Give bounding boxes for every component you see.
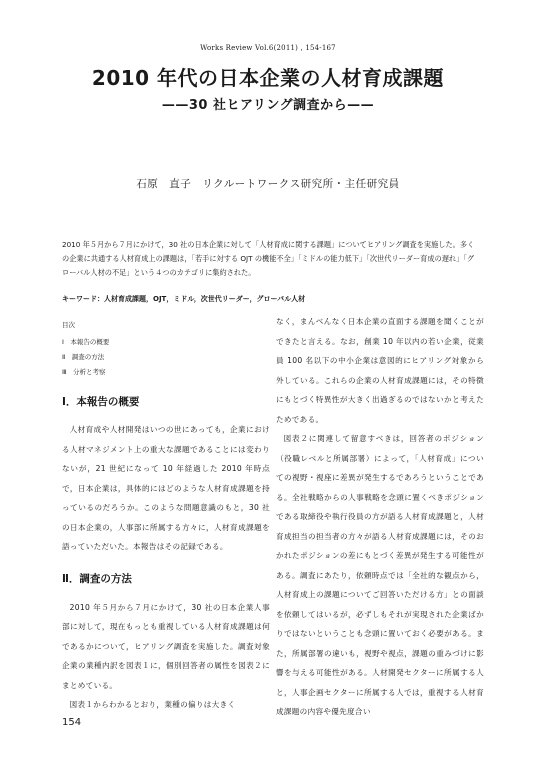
- section-paragraph: 人材育成や人材開発はいつの世にあっても，企業における人材マネジメント上の重大な課題であることには変わりないが，21 世紀になって 10 年経過した 2010 年時点で，日本企業は，具体的にはどのような人材育成課題を持っているのだろうか。このような問題意識のもと，30 社の日本企業の，人事部に所属する方々に，人材育成課題を語っていただいた。本報告はその記録である。: [62, 425, 270, 551]
- section-paragraph: 図表１からわかるとおり，業種の偏りは大きく: [69, 700, 236, 709]
- paper-subtitle: ——30 社ヒアリング調査から——: [161, 98, 375, 113]
- table-of-contents: [62, 318, 270, 380]
- keywords: キーワード：人材育成課題，OJT，ミドル，次世代リーダー，グローバル人材: [62, 295, 306, 303]
- abstract: 2010 年５月から７月にかけて，30 社の日本企業に対して「人材育成に関する課題」についてヒアリング調査を実施した。多くの企業に共通する人材育成上の課題は，「若手に対する OJT の機能不全」「ミドルの能力低下」「次世代リーダー育成の遅れ」「グローバル人材の不足」という４つのカテゴリに集約された。: [62, 240, 475, 277]
- page-number: 154: [62, 717, 82, 728]
- toc-item: Ⅰ 本報告の概要: [62, 338, 110, 346]
- author-line: 石原 直子 リクルートワークス研究所・主任研究員: [136, 178, 400, 190]
- toc-heading: 目次: [62, 321, 75, 329]
- section-heading-overview: Ⅰ．本報告の概要: [62, 396, 140, 408]
- paper-title: 2010 年代の日本企業の人材育成課題: [91, 66, 445, 90]
- section-heading-method: Ⅱ．調査の方法: [62, 572, 132, 585]
- section-paragraph: 2010 年５月から７月にかけて，30 社の日本企業人事部に対して，現在もっとも重視している人材育成課題は何であるかについて，ヒアリング調査を実施した。調査対象企業の業種内訳を図表１に，個別回答者の属性を図表２にまとめている。: [62, 602, 270, 690]
- toc-item: Ⅱ 調査の方法: [62, 353, 105, 361]
- running-header: Works Review Vol.6(2011) , 154-167: [200, 44, 336, 52]
- left-column: [62, 316, 270, 715]
- toc-item: Ⅲ 分析と考察: [62, 368, 106, 376]
- section-paragraph: 図表２に関連して留意すべきは，回答者のポジション（役職レベルと所属部署）によって，「人材育成」についての視野・視座に差異が発生するであろうということである。全社戦略からの人事戦略を念頭に置くべきポジションである取締役や執行役員の方が語る人材育成課題と，人材育成担当の担当者の方々が語る人材育成課題には，そのおかれたポジションの差にもとづく差異が発生する可能性がある。調査にあたり，依頼時点では「全社的な観点から，人材育成上の課題についてご回答いただける方」との面談を依頼してはいるが，必ずしもそれが実現された企業ばかりではないということも念頭に置いておく必要がある。また，所属部署の違いも，視野や視点，課題の重みづけに影響を与える可能性がある。人材開発セクターに所属する人と，人事企画セクターに所属する人では，重視する人材育成課題の内容や優先度合い: [276, 434, 484, 716]
- right-column: [276, 312, 484, 722]
- section-paragraph: なく，まんべんなく日本企業の直面する課題を聞くことができたと言える。なお，創業 10 年以内の若い企業，従業員 100 名以下の中小企業は意図的にヒアリング対象から外している。これらの企業の人材育成課題には，その特徴にもとづく特異性が大きく出過ぎるのではないかと考えたためである。: [276, 317, 484, 424]
